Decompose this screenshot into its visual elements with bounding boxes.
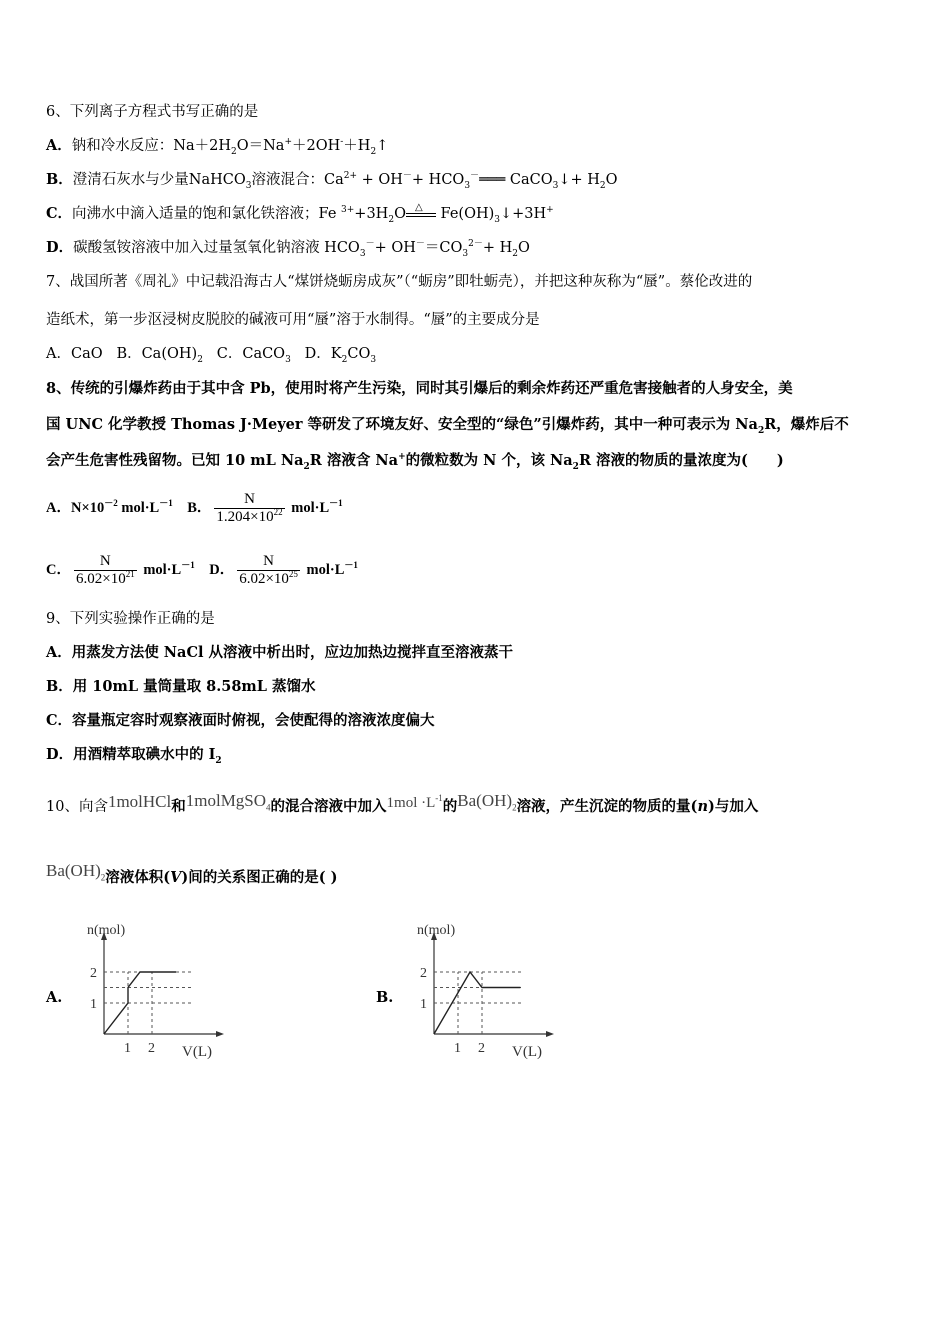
- q10-stem-line2: $Ba(OH)_2$溶液体积(V)间的关系图正确的是( ): [46, 861, 338, 886]
- q8-stem-line3: 会产生危害性残留物。已知 10 mL $Na_2R$ 溶液含 Na+的微粒数为 N 个，该 $Na_2R$ 溶液的物质的量浓度为( ): [46, 452, 784, 472]
- q7-stem-line2: 造纸术，第一步沤浸树皮脱胶的碱液可用“蜃”溶于水制得。“蜃”的主要成分是: [46, 312, 540, 328]
- q9-option-a[interactable]: A．用蒸发方法使 NaCl 从溶液中析出时，应边加热边搅拌直至溶液蒸干: [46, 644, 514, 661]
- q6-option-c[interactable]: C．向沸水中滴入适量的饱和氯化铁溶液；Fe $^{3+}+3H_2O$ △ $Fe(OH)_3↓+3H^+$: [46, 202, 554, 225]
- graph-b-x-tick-2: 2: [478, 1041, 485, 1056]
- graph-b-x-label: V(L): [512, 1044, 542, 1060]
- q8-stem-line1: 8、传统的引爆炸药由于其中含 Pb，使用时将产生污染，同时其引爆后的剩余炸药还严重危害接触者的人身安全，美: [46, 380, 793, 397]
- graph-b-x-axis-arrow: [546, 1031, 554, 1037]
- graph-a-x-tick-1: 1: [124, 1041, 131, 1056]
- q7-option-d[interactable]: D．$K_2CO_3$: [304, 346, 377, 365]
- q6-stem: 6、下列离子方程式书写正确的是: [46, 104, 259, 120]
- q7-option-a[interactable]: A．CaO: [46, 346, 103, 362]
- heat-arrow: △: [406, 207, 436, 221]
- graph-a-letter[interactable]: A.: [46, 989, 63, 1006]
- graph-b-y-label: n(mol): [417, 923, 456, 938]
- q8-option-b[interactable]: B． $\frac{N}{1.204\times 10^{22}}$ $mol\cdot L^{-1}$: [187, 491, 343, 526]
- q6-option-d[interactable]: D．碳酸氢铵溶液中加入过量氢氧化钠溶液 $HCO_3^-+ OH^-=CO_3^{2-}+ H_2O$: [46, 239, 530, 259]
- q7-options[interactable]: [46, 344, 376, 364]
- q9-option-d[interactable]: D．用酒精萃取碘水中的 $I_2$: [46, 746, 222, 766]
- graph-b-svg: [400, 908, 560, 1068]
- graph-b-x-tick-1: 1: [454, 1041, 461, 1056]
- formula-conc: $1mol \cdot L^{-1}$: [386, 793, 443, 811]
- q8-options-cd[interactable]: [46, 550, 358, 590]
- q6-option-b[interactable]: B．澄清石灰水与少量NaHCO$_3$溶液混合：$Ca^{2+} + OH^-+$ $HCO_3^-═══$ CaCO$_3$↓+ $H_2O$: [46, 171, 618, 191]
- q9-option-b[interactable]: B．用 10mL 量筒量取 8.58mL 蒸馏水: [46, 678, 316, 695]
- formula-hcl: 1molHCl: [107, 792, 172, 811]
- graph-a-y-tick-1: 1: [90, 997, 97, 1012]
- graph-a-svg: [70, 908, 230, 1068]
- graph-b-letter[interactable]: B.: [376, 989, 394, 1006]
- graph-b-y-tick-2: 2: [420, 966, 427, 981]
- q8-option-d[interactable]: D． $\frac{N}{6.02\times 10^{25}}$ $mol\cdot L^{-1}$: [209, 553, 358, 588]
- formula-baoh2: $Ba(OH)_2$: [457, 791, 517, 813]
- graph-b[interactable]: [400, 908, 560, 1072]
- formula-baoh2-2: $Ba(OH)_2$: [46, 861, 106, 883]
- q8-options-ab[interactable]: [46, 488, 343, 528]
- graph-a-x-axis-arrow: [216, 1031, 224, 1037]
- q7-option-b[interactable]: B．$Ca(OH)_2$: [116, 346, 203, 365]
- graph-a-y-tick-2: 2: [90, 966, 97, 981]
- q7-stem-line1: 7、战国所著《周礼》中记载沿海古人“煤饼烧蛎房成灰”（“蛎房”即牡蛎壳），并把这种灰称为“蜃”。蔡伦改进的: [46, 274, 753, 290]
- q8-stem-line2: 国 UNC 化学教授 Thomas J·Meyer 等研发了环境友好、安全型的“绿色”引爆炸药，其中一种可表示为 $Na_2R$，爆炸后不: [46, 416, 849, 436]
- graph-b-y-tick-1: 1: [420, 997, 427, 1012]
- q10-stem-line1: 10、向含1molHCl和1molMgSO$_4$的混合溶液中加入$1mol \cdot L^{-1}$的$Ba(OH)_2$溶液，产生沉淀的物质的量(n)与加入: [46, 791, 759, 815]
- graph-a[interactable]: [70, 908, 230, 1072]
- q8-option-c[interactable]: C． $\frac{N}{6.02\times 10^{21}}$ $mol\cdot L^{-1}$: [46, 553, 195, 588]
- q7-option-c[interactable]: C．CaCO$_3$: [216, 346, 291, 365]
- q9-stem: 9、下列实验操作正确的是: [46, 611, 215, 627]
- graph-a-x-label: V(L): [182, 1044, 212, 1060]
- graph-a-y-label: n(mol): [87, 923, 126, 938]
- q6-option-a[interactable]: A．钠和冷水反应：$Na+2H_2O=Na^++2OH^-+H_2↑$: [46, 137, 389, 157]
- q8-option-a[interactable]: A．$N\times 10^{-2}$ $mol\cdot L^{-1}$: [46, 498, 173, 516]
- formula-mgso4: 1molMgSO$_4$: [185, 791, 271, 813]
- q9-option-c[interactable]: C．容量瓶定容时观察液面时俯视，会使配得的溶液浓度偏大: [46, 712, 435, 729]
- graph-a-x-tick-2: 2: [148, 1041, 155, 1056]
